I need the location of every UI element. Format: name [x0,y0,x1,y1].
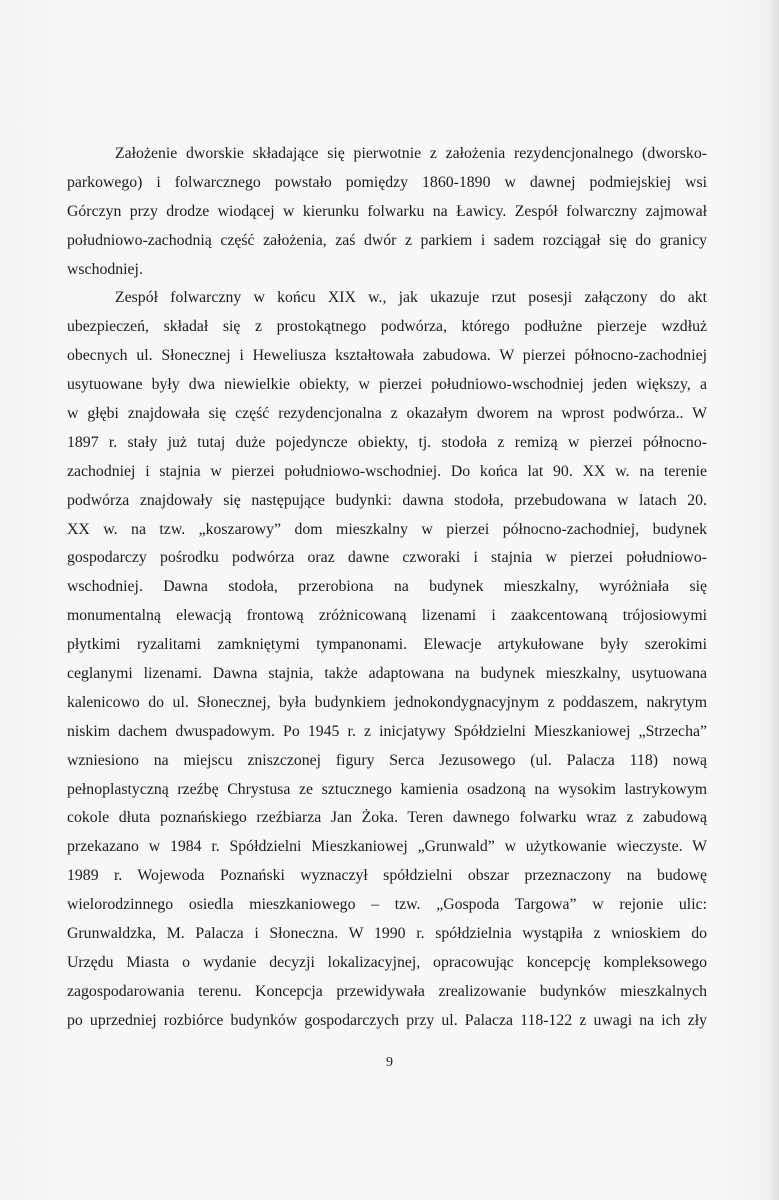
text-line: Zespół folwarczny w końcu XIX w., jak ukazuje rzut posesji załączony do akt [115,289,707,307]
paragraph-1 [67,140,707,284]
body-text [67,140,707,1036]
text-line: cokole dłuta poznańskiego rzeźbiarza Jan Żoka. Teren dawnego folwarku wraz z zabudową [67,809,707,827]
text-line: wzniesiono na miejscu zniszczonej figury Serca Jezusowego (ul. Palacza 118) nową [67,751,707,769]
text-line: Górczyn przy drodze wiodącej w kierunku folwarku na Ławicy. Zespół folwarczny zajmował [67,202,707,220]
text-line: kalenicowo do ul. Słonecznej, była budynkiem jednokondygnacyjnym z poddaszem, nakrytym [67,693,707,711]
text-line: zachodniej i stajnia w pierzei południowo-wschodniej. Do końca lat 90. XX w. na terenie [67,462,707,480]
paragraph-2 [67,284,707,1035]
text-line: ubezpieczeń, składał się z prostokątnego podwórza, którego podłużne pierzeje wzdłuż [67,318,707,336]
text-line: 1989 r. Wojewoda Poznański wyznaczył spółdzielni obszar przeznaczony na budowę [67,867,707,885]
text-line: po uprzedniej rozbiórce budynków gospodarczych przy ul. Palacza 118-122 z uwagi na ich zły [67,1011,707,1029]
text-line: ceglanymi lizenami. Dawna stajnia, także adaptowana na budynek mieszkalny, usytuowana [67,665,707,683]
text-line: pełnoplastyczną rzeźbę Chrystusa ze sztucznego kamienia osadzoną na wysokim lastrykowym [67,780,707,798]
text-line: gospodarczy pośrodku podwórza oraz dawne czworaki i stajnia w pierzei południowo- [67,549,707,567]
text-line: Urzędu Miasta o wydanie decyzji lokalizacyjnej, opracowując koncepcję kompleksowego [67,953,707,971]
text-line: w głębi znajdowała się część rezydencjonalna z okazałym dworem na wprost podwórza.. W [67,405,707,423]
text-line: zagospodarowania terenu. Koncepcja przewidywała zrealizowanie budynków mieszkalnych [67,982,707,1000]
text-line: XX w. na tzw. „koszarowy” dom mieszkalny w pierzei północno-zachodniej, budynek [67,520,707,538]
text-line: wschodniej. [67,260,143,278]
text-line: 1897 r. stały już tutaj duże pojedyncze obiekty, tj. stodoła z remizą w pierzei północno- [67,433,707,451]
text-line: przekazano w 1984 r. Spółdzielni Mieszkaniowej „Grunwald” w użytkowanie wieczyste. W [67,838,707,856]
page-number: 9 [386,1055,393,1070]
text-line: Założenie dworskie składające się pierwotnie z założenia rezydencjonalnego (dworsko- [115,145,707,162]
text-line: niskim dachem dwuspadowym. Po 1945 r. z inicjatywy Spółdzielni Mieszkaniowej „Strzecha” [67,722,707,740]
text-line: obecnych ul. Słonecznej i Heweliusza kształtowała zabudowa. W pierzei północno-zachodniej [67,347,707,365]
text-line: wschodniej. Dawna stodoła, przerobiona na budynek mieszkalny, wyróżniała się [67,578,707,596]
text-line: wielorodzinnego osiedla mieszkaniowego – tzw. „Gospoda Targowa” w rejonie ulic: [67,896,707,914]
text-line: parkowego) i folwarcznego powstało pomiędzy 1860-1890 w dawnej podmiejskiej wsi [67,173,707,191]
text-line: podwórza znajdowały się następujące budynki: dawna stodoła, przebudowana w latach 20. [67,491,707,509]
text-line: usytuowane były dwa niewielkie obiekty, w pierzei południowo-wschodniej jeden większy, a [67,376,707,394]
text-line: monumentalną elewacją frontową zróżnicowaną lizenami i zaakcentowaną trójosiowymi [67,607,707,625]
text-line: Grunwaldzka, M. Palacza i Słoneczna. W 1990 r. spółdzielnia wystąpiła z wnioskiem do [67,925,707,943]
text-line: płytkimi ryzalitami zamkniętymi tympanonami. Elewacje artykułowane były szerokimi [67,636,707,654]
text-line: południowo-zachodnią część założenia, zaś dwór z parkiem i sadem rozciągał się do granicy [67,231,707,249]
